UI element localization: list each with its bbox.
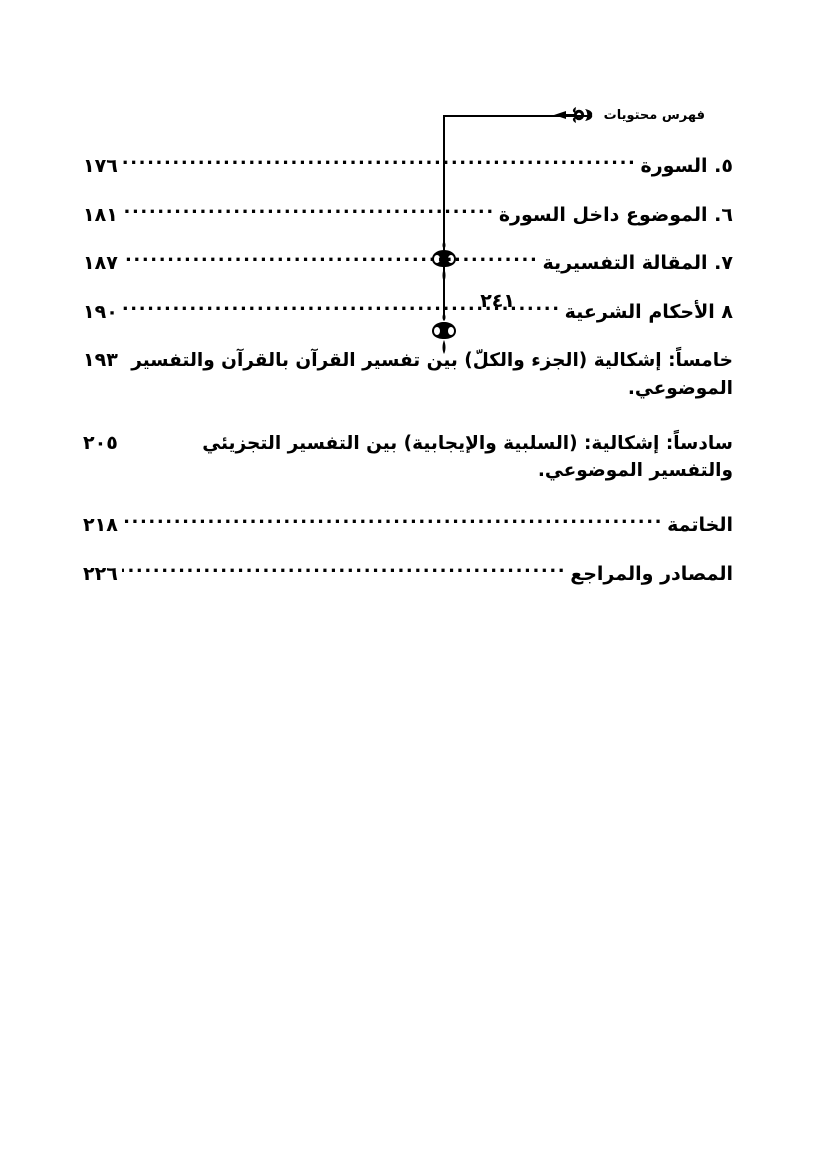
toc-entry[interactable] bbox=[83, 152, 733, 181]
toc-entry-page: ١٩٠ bbox=[83, 300, 118, 323]
toc-leader-dots bbox=[122, 299, 561, 318]
toc-entry-title: الخاتمة bbox=[667, 514, 733, 536]
toc-entry[interactable] bbox=[83, 560, 733, 589]
toc-entry-title: ٧. المقالة التفسيرية bbox=[542, 252, 733, 274]
toc-entry[interactable] bbox=[83, 249, 733, 278]
toc-entry-page: ٢٢٦ bbox=[83, 562, 118, 585]
toc-entry[interactable] bbox=[83, 511, 733, 540]
running-header bbox=[85, 98, 705, 132]
toc-entry[interactable] bbox=[83, 346, 733, 403]
toc-entry-title: سادساً: إشكالية: (السلبية والإيجابية) بين التفسير التجزيئي والتفسير الموضوعي. bbox=[202, 432, 733, 482]
toc-entry-title: خامساً: إشكالية (الجزء والكلّ) بين تفسير القرآن بالقرآن والتفسير الموضوعي. bbox=[131, 350, 733, 399]
table-of-contents bbox=[83, 152, 733, 608]
toc-entry-page: ٢١٨ bbox=[83, 514, 118, 536]
toc-entry-title: ٨ الأحكام الشرعية bbox=[564, 300, 733, 323]
toc-entry[interactable] bbox=[83, 201, 733, 230]
toc-leader-dots bbox=[122, 561, 566, 580]
toc-entry-title: ٦. الموضوع داخل السورة bbox=[498, 203, 733, 226]
toc-entry-page: ١٨٧ bbox=[83, 252, 118, 274]
toc-entry[interactable] bbox=[83, 429, 733, 486]
toc-leader-dots bbox=[122, 512, 663, 531]
toc-entry-page: ٢٠٥ bbox=[83, 431, 118, 454]
page-number: ٢٤١ bbox=[480, 290, 515, 312]
toc-leader-dots bbox=[122, 202, 495, 221]
toc-entry-page: ١٧٦ bbox=[83, 155, 118, 177]
toc-entry-title: المصادر والمراجع bbox=[570, 562, 733, 585]
running-header-label: فهرس محتويات bbox=[603, 107, 705, 123]
toc-entry-page: ١٨١ bbox=[83, 203, 118, 226]
toc-leader-dots bbox=[122, 153, 637, 172]
toc-entry-title: ٥. السورة bbox=[640, 155, 733, 177]
header-rule bbox=[443, 115, 589, 117]
toc-entry[interactable] bbox=[83, 298, 733, 327]
toc-leader-dots bbox=[122, 250, 539, 269]
toc-entry-page: ١٩٣ bbox=[83, 349, 118, 371]
